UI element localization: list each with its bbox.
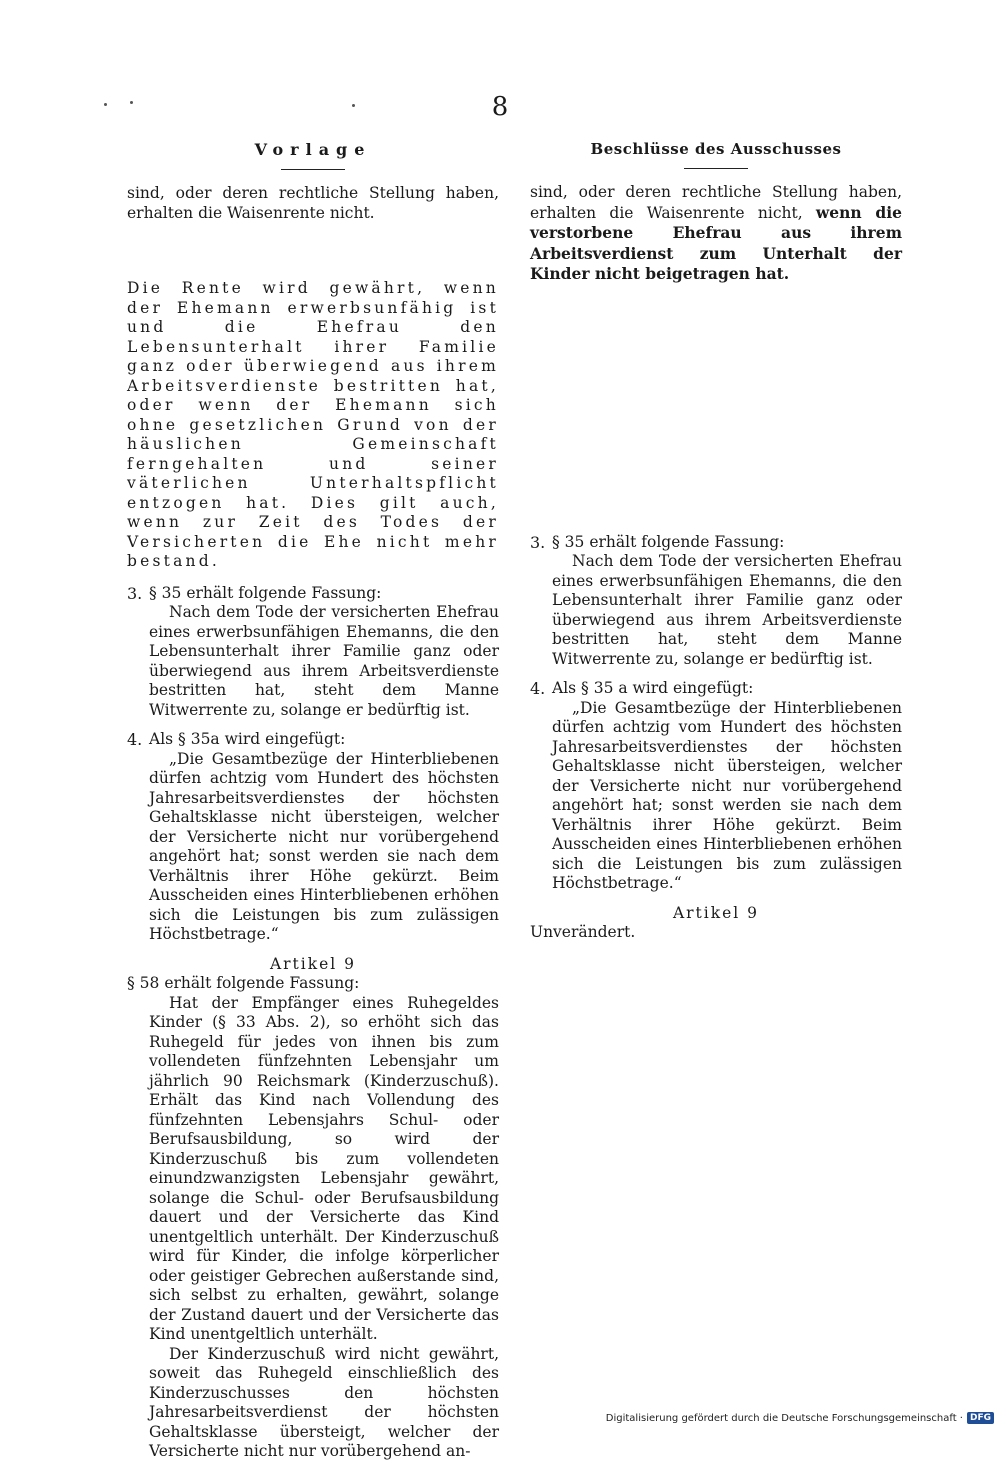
item-heading: § 35 erhält folgende Fassung: [149, 583, 382, 602]
right-paragraph-amendment-bold: wenn die verstorbene Ehefrau aus ihrem Arbeitsverdienst zum Unterhalt der Kinder nicht beigetragen hat. [530, 202, 902, 283]
heading-rule [281, 169, 345, 170]
left-item-4-text: „Die Gesamtbezüge der Hinterbliebenen dürfen achtzig vom Hundert des höchsten Jahresarbeitsverdienstes der höchsten Gehaltsklasse nicht übersteigen, welcher der Versicherte nicht nur vorübergehend angehört hat; sonst werden sie nach dem Verhältnis ihrer Höhe gekürzt. Beim Ausscheiden eines Hinterbliebenen erhöhen sich die Leistungen bis zum zulässigen Höchstbetrage.“ [149, 749, 499, 943]
item-heading: Als § 35 a wird eingefügt: [552, 679, 754, 697]
scan-speck [104, 103, 107, 106]
footer-credit [606, 1412, 994, 1424]
item-number: 4. [127, 730, 143, 749]
right-item-4 [530, 679, 902, 699]
left-item-3-text: Nach dem Tode der versicherten Ehefrau eines erwerbsunfähigen Ehemanns, die den Lebensunterhalt ihrer Familie ganz oder überwiegend aus ihrem Arbeitsverdienste bestritten hat, steht dem Manne Witwerrente zu, solange er bedürftig ist. [149, 603, 499, 719]
right-paragraph-waisenrente [530, 183, 902, 285]
left-item-3 [127, 584, 499, 604]
right-artikel-heading: Artikel 9 [672, 903, 760, 922]
left-artikel-9-paragraph-2: Der Kinderzuschuß wird nicht gewährt, soweit das Ruhegeld einschließlich des Kinderzuschusses den höchsten Jahresarbeitsverdienst der höchsten Gehaltsklasse übersteigt, welcher der Versicherte nicht nur vorübergehend an- [149, 1344, 499, 1460]
item-number: 4. [530, 679, 546, 698]
scan-speck [130, 101, 133, 104]
right-artikel-9-text: Unverändert. [530, 923, 636, 941]
item-heading: § 35 erhält folgende Fassung: [552, 532, 785, 551]
page-number: 8 [491, 92, 509, 122]
left-paragraph-waisenrente: sind, oder deren rechtliche Stellung haben, erhalten die Waisenrente nicht. [127, 184, 499, 222]
left-column-heading: Vorlage [254, 140, 372, 159]
item-number: 3. [127, 583, 143, 603]
item-number: 3. [530, 532, 546, 552]
left-column-vorlage [127, 140, 499, 1462]
dfg-logo: DFG [967, 1412, 994, 1424]
left-paragraph-rente-spaced: Die Rente wird gewährt, wenn der Ehemann erwerbsunfähig ist und die Ehefrau den Lebensunterhalt ihrer Familie ganz oder überwiegend aus ihrem Arbeitsverdienste bestritten hat, oder wenn der Ehemann sich ohne gesetzlichen Grund von der häuslichen Gemeinschaft ferngehalten und seiner väterlichen Unterhaltspflicht entzogen hat. Dies gilt auch, wenn zur Zeit des Todes der Versicherten die Ehe nicht mehr bestand. [127, 279, 499, 570]
left-artikel-9-paragraph-1: Hat der Empfänger eines Ruhegeldes Kinder (§ 33 Abs. 2), so erhöht sich das Ruhegeld für jedes von ihnen bis zum vollendeten fünfzehnten Lebensjahr um jährlich 90 Reichsmark (Kinderzuschuß). Erhält das Kind nach Vollendung des fünfzehnten Lebensjahrs Schul- oder Berufsausbildung, so wird der Kinderzuschuß bis zum vollendeten einundzwanzigsten Lebensjahr gewährt, solange die Schul- oder Berufsausbildung dauert und der Versicherte das Kind unentgeltlich unterhält. Der Kinderzuschuß wird für Kinder, die infolge körperlicher oder geistiger Gebrechen außerstande sind, sich selbst zu erhalten, gewährt, solange der Zustand dauert und der Versicherte das Kind unentgeltlich unterhält. [149, 993, 499, 1343]
footer-text: Digitalisierung gefördert durch die Deutsche Forschungsgemeinschaft · [605, 1412, 963, 1424]
right-item-3-text: Nach dem Tode der versicherten Ehefrau eines erwerbsunfähigen Ehemanns, die den Lebensunterhalt ihrer Familie ganz oder überwiegend aus ihrem Arbeitsverdienste bestritten hat, steht dem Manne Witwerrente zu, solange er bedürftig ist. [552, 552, 902, 668]
scan-speck [352, 104, 355, 107]
right-column-beschluesse [530, 140, 902, 943]
right-column-heading: Beschlüsse des Ausschusses [590, 140, 842, 158]
left-artikel-9-heading: § 58 erhält folgende Fassung: [127, 974, 360, 992]
right-paragraph-plain: sind, oder deren rechtliche Stellung haben, erhalten die Waisenrente nicht, [530, 183, 902, 222]
left-artikel-heading: Artikel 9 [269, 954, 357, 973]
heading-rule [684, 168, 748, 169]
right-item-3 [530, 533, 902, 553]
item-heading: Als § 35a wird eingefügt: [149, 730, 346, 748]
right-item-4-text: „Die Gesamtbezüge der Hinterbliebenen dürfen achtzig vom Hundert des höchsten Jahresarbeitsverdienstes der höchsten Gehaltsklasse nicht übersteigen, welcher der Versicherte nicht nur vorübergehend angehört hat; sonst werden sie nach dem Verhältnis ihrer Höhe gekürzt. Beim Ausscheiden eines Hinterbliebenen erhöhen sich die Leistungen bis zum zulässigen Höchstbetrage.“ [552, 698, 902, 892]
left-item-4 [127, 730, 499, 750]
